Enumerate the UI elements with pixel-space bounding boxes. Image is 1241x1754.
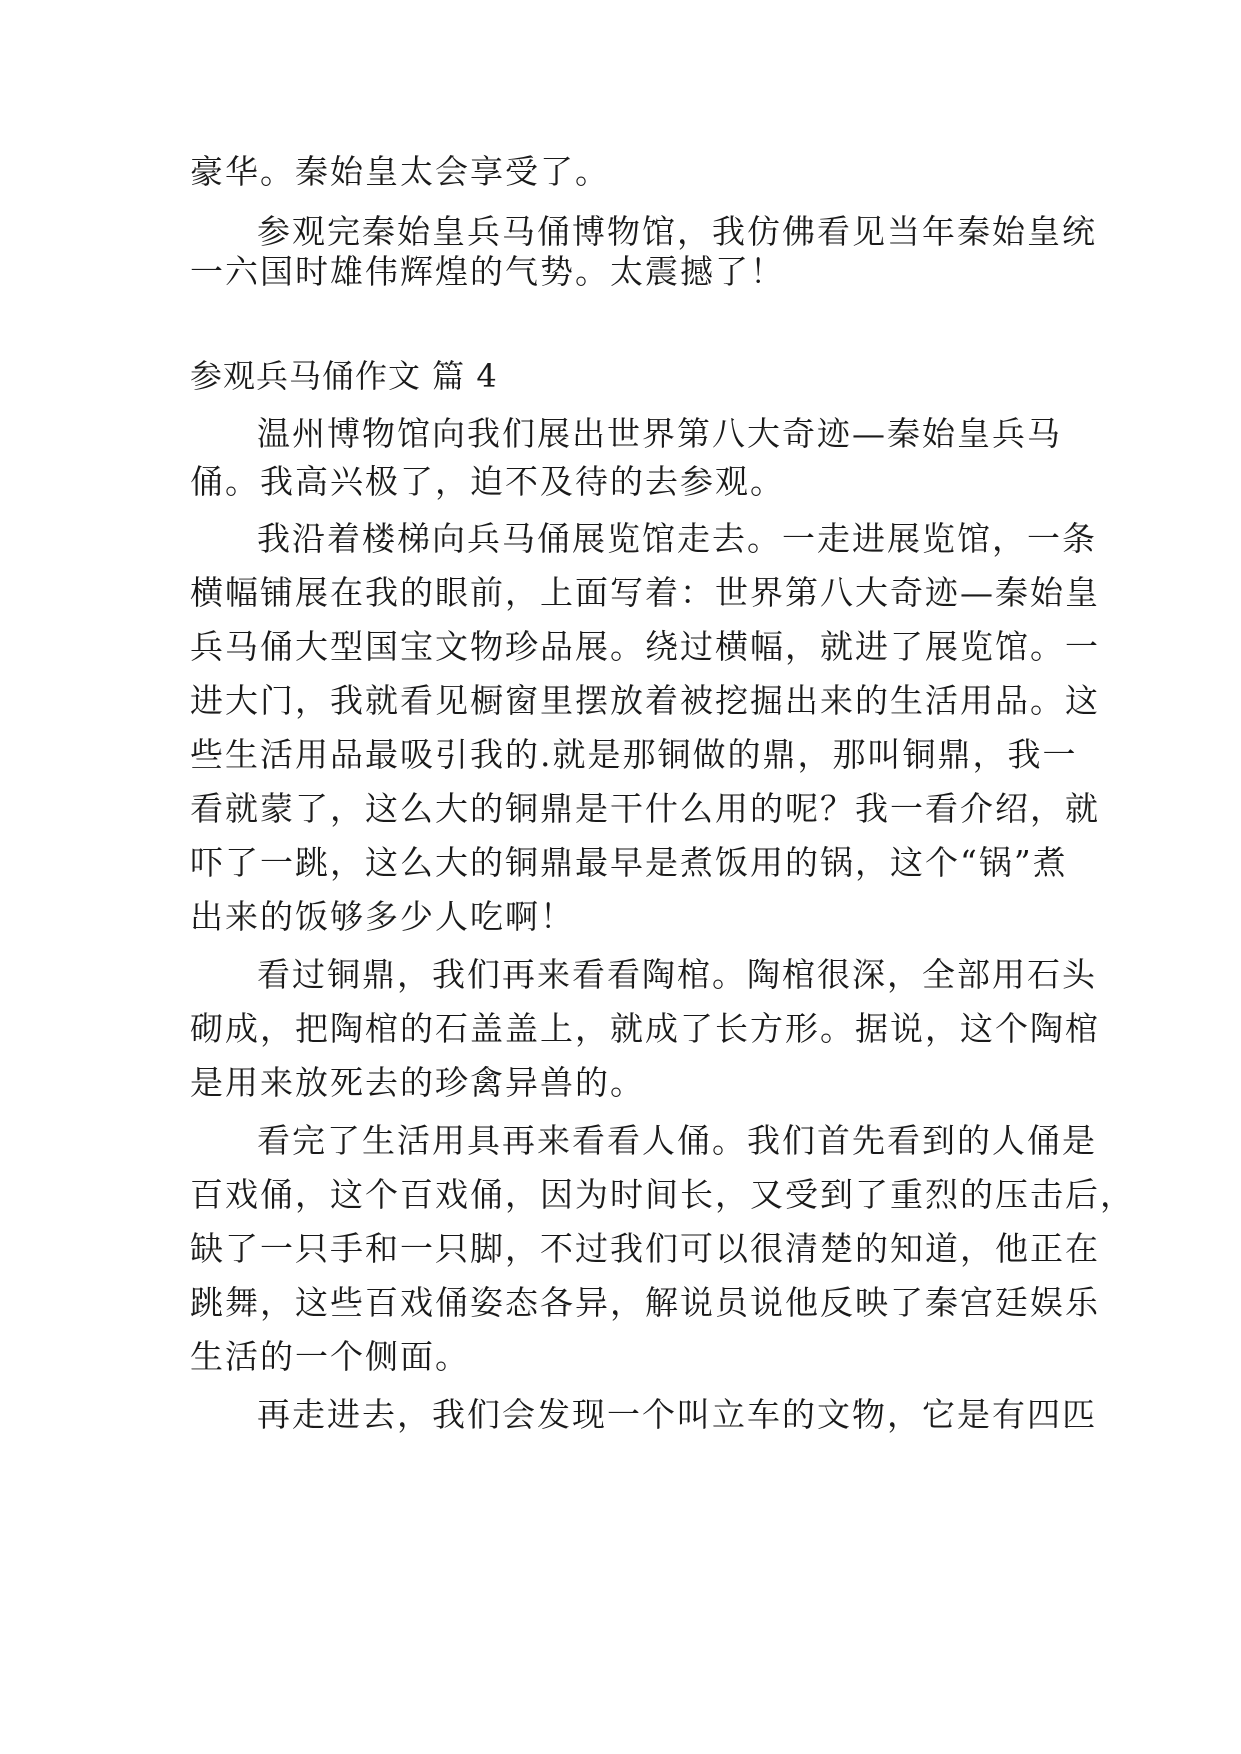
text-line: 横幅铺展在我的眼前，上面写着：世界第八大奇迹—秦始皇 bbox=[190, 573, 1100, 612]
paragraph-first-line: 再走进去，我们会发现一个叫立车的文物，它是有四匹 bbox=[257, 1395, 1097, 1434]
text-line: 跳舞，这些百戏俑姿态各异，解说员说他反映了秦宫廷娱乐 bbox=[190, 1283, 1100, 1322]
text-line: 吓了一跳，这么大的铜鼎最早是煮饭用的锅，这个“锅”煮 bbox=[190, 843, 1068, 882]
text-line: 砌成，把陶棺的石盖盖上，就成了长方形。据说，这个陶棺 bbox=[190, 1009, 1100, 1048]
text-line: 缺了一只手和一只脚，不过我们可以很清楚的知道，他正在 bbox=[190, 1229, 1100, 1268]
text-line: 百戏俑，这个百戏俑，因为时间长，又受到了重烈的压击后， bbox=[190, 1175, 1135, 1214]
text-line: 出来的饭够多少人吃啊！ bbox=[190, 897, 575, 936]
text-line: 进大门，我就看见橱窗里摆放着被挖掘出来的生活用品。这 bbox=[190, 681, 1100, 720]
paragraph-first-line: 我沿着楼梯向兵马俑展览馆走去。一走进展览馆，一条 bbox=[257, 519, 1097, 558]
section-heading: 参观兵马俑作文 篇 4 bbox=[190, 357, 498, 395]
paragraph-first-line: 看过铜鼎，我们再来看看陶棺。陶棺很深，全部用石头 bbox=[257, 955, 1097, 994]
text-line: 俑。我高兴极了，迫不及待的去参观。 bbox=[190, 462, 785, 501]
paragraph-first-line: 看完了生活用具再来看看人俑。我们首先看到的人俑是 bbox=[257, 1121, 1097, 1160]
text-line: 是用来放死去的珍禽异兽的。 bbox=[190, 1063, 645, 1102]
text-line: 兵马俑大型国宝文物珍品展。绕过横幅，就进了展览馆。一 bbox=[190, 627, 1100, 666]
text-line: 生活的一个侧面。 bbox=[190, 1337, 470, 1376]
text-line: 看就蒙了，这么大的铜鼎是干什么用的呢？我一看介绍，就 bbox=[190, 789, 1100, 828]
paragraph-first-line: 温州博物馆向我们展出世界第八大奇迹—秦始皇兵马 bbox=[257, 414, 1062, 453]
text-line: 豪华。秦始皇太会享受了。 bbox=[190, 152, 610, 191]
text-line: 一六国时雄伟辉煌的气势。太震撼了！ bbox=[190, 252, 785, 291]
paragraph-first-line: 参观完秦始皇兵马俑博物馆，我仿佛看见当年秦始皇统 bbox=[257, 212, 1097, 251]
text-line: 些生活用品最吸引我的.就是那铜做的鼎，那叫铜鼎，我一 bbox=[190, 735, 1078, 774]
